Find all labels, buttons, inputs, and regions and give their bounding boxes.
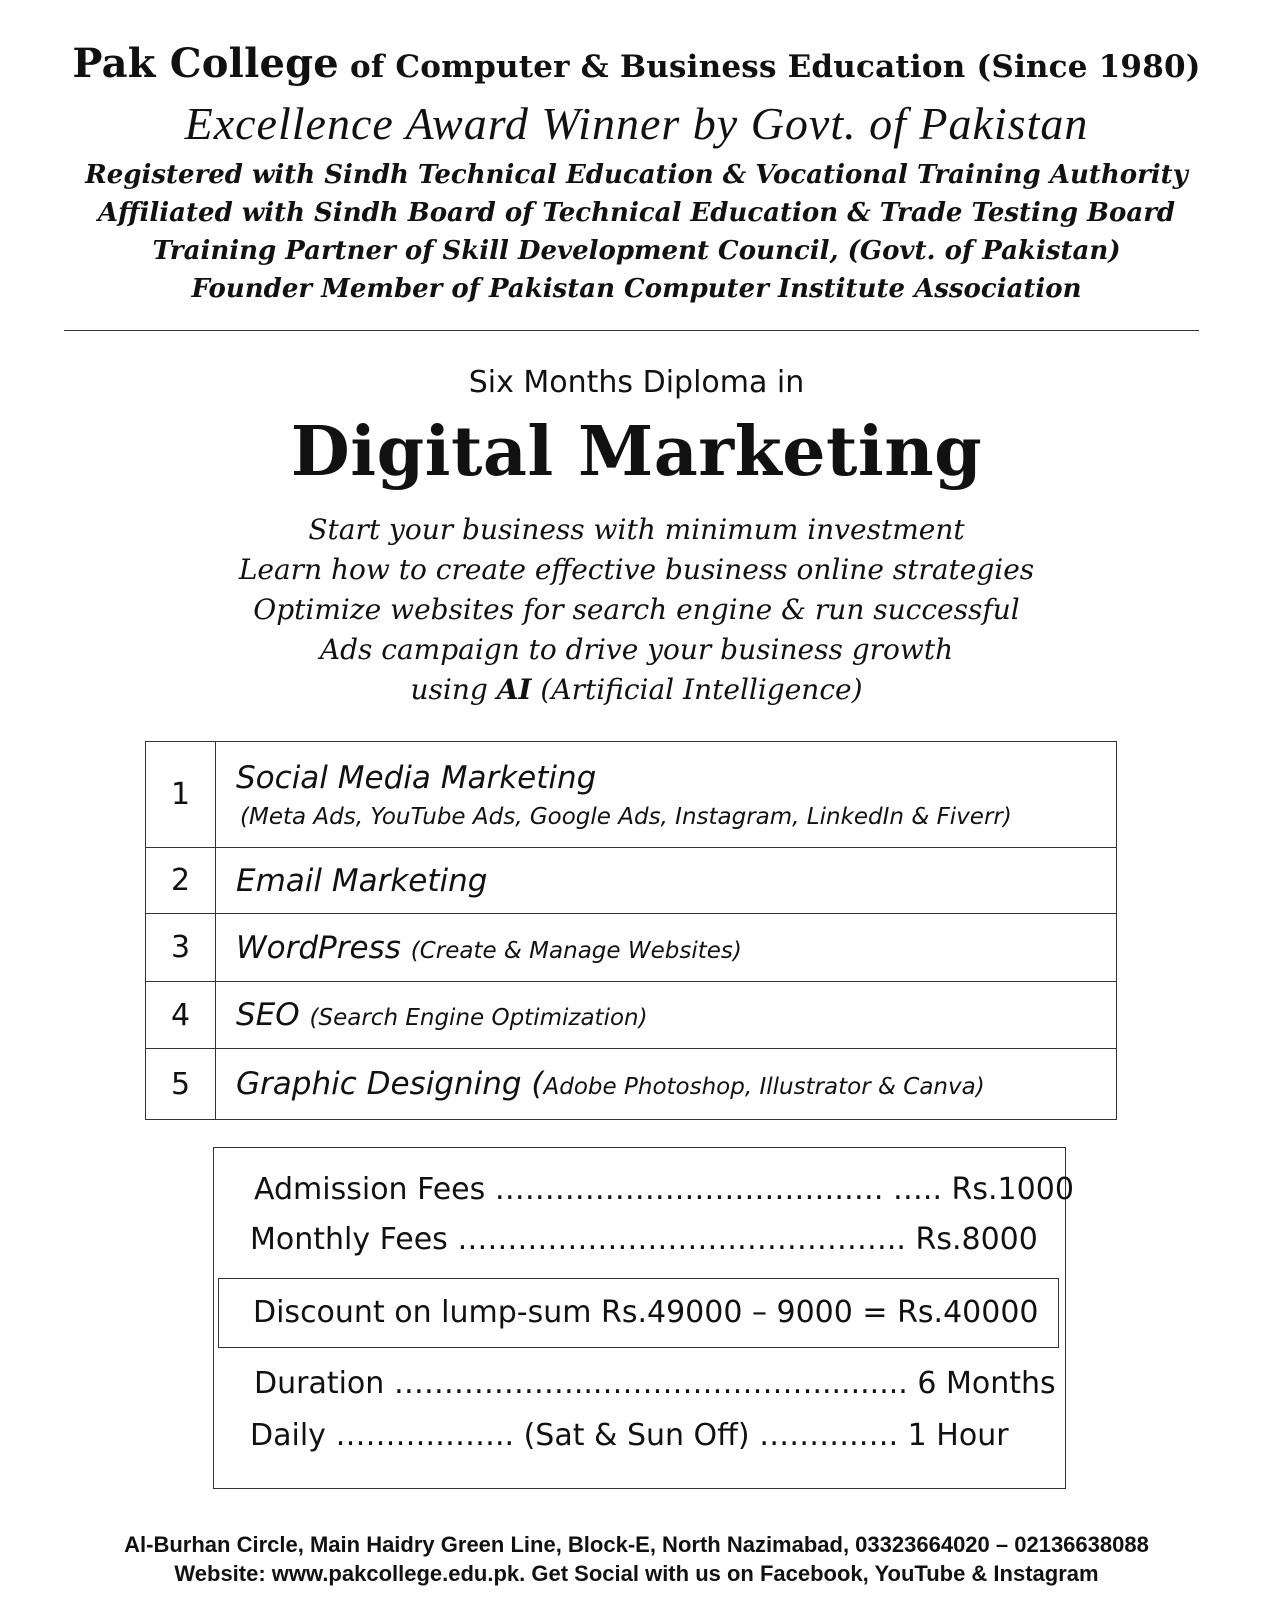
header-divider bbox=[64, 330, 1199, 331]
course-number: 3 bbox=[146, 914, 216, 982]
discount-box bbox=[218, 1278, 1059, 1348]
discount-text: Discount on lump-sum Rs.49000 – 9000 = Rs.40000 bbox=[253, 1295, 1039, 1330]
diploma-subtitle: Six Months Diploma in bbox=[468, 365, 805, 400]
accreditation-line: Founder Member of Pakistan Computer Institute Association bbox=[191, 274, 1082, 304]
tagline-line: Optimize websites for search engine & run successful bbox=[253, 593, 1020, 626]
footer bbox=[0, 1530, 1273, 1588]
award-line: Excellence Award Winner by Govt. of Pakistan bbox=[184, 98, 1089, 149]
accreditation-line: Affiliated with Sindh Board of Technical Education & Trade Testing Board bbox=[97, 198, 1176, 228]
footer-address: Al-Burhan Circle, Main Haidry Green Line, Block-E, North Nazimabad, 03323664020 – 02136638088 bbox=[124, 1532, 1149, 1557]
college-header bbox=[0, 40, 1273, 308]
course-number: 5 bbox=[146, 1049, 216, 1120]
daily-schedule: Daily ……….…….. (Sat & Sun Off) ……….…. 1 Hour bbox=[250, 1418, 1009, 1453]
college-name: Pak College bbox=[72, 40, 339, 87]
footer-website[interactable]: Website: www.pakcollege.edu.pk. Get Social with us on Facebook, YouTube & Instagram bbox=[174, 1561, 1099, 1586]
table-row bbox=[146, 1049, 1117, 1120]
course-number: 4 bbox=[146, 982, 216, 1049]
fees-box bbox=[213, 1147, 1074, 1489]
course-number: 2 bbox=[146, 848, 216, 914]
course-cell bbox=[216, 848, 1117, 914]
course-name: Email Marketing bbox=[236, 862, 488, 899]
accreditation-line: Training Partner of Skill Development Council, (Govt. of Pakistan) bbox=[152, 236, 1121, 266]
course-name: SEO bbox=[236, 997, 300, 1033]
accreditation-lines bbox=[0, 156, 1273, 308]
course-detail: Adobe Photoshop, Illustrator & Canva) bbox=[543, 1074, 985, 1100]
course-cell bbox=[216, 1049, 1117, 1120]
course-table bbox=[145, 741, 1117, 1120]
course-name: Graphic Designing ( bbox=[236, 1066, 544, 1102]
table-row bbox=[146, 982, 1117, 1049]
tagline-line: Ads campaign to drive your business growth bbox=[319, 633, 954, 666]
course-detail: (Search Engine Optimization) bbox=[309, 1005, 648, 1031]
table-row bbox=[146, 914, 1117, 982]
admission-fees: Admission Fees ……………….…………….…. ….. Rs.1000 bbox=[254, 1172, 1074, 1207]
table-row bbox=[146, 742, 1117, 848]
college-subtitle: of Computer & Business Education (Since 1980) bbox=[349, 49, 1201, 85]
course-cell bbox=[216, 914, 1117, 982]
tagline-line: Learn how to create effective business online strategies bbox=[238, 553, 1035, 586]
course-name: WordPress bbox=[236, 929, 401, 966]
course-number: 1 bbox=[146, 742, 216, 848]
course-name: Social Media Marketing bbox=[236, 759, 597, 796]
tagline-line: Start your business with minimum investment bbox=[308, 513, 965, 546]
tagline-ai-expansion: (Artificial Intelligence) bbox=[531, 673, 863, 706]
course-cell bbox=[216, 982, 1117, 1049]
tagline-using: using bbox=[410, 673, 497, 706]
course-note: (Meta Ads, YouTube Ads, Google Ads, Instagram, LinkedIn & Fiverr) bbox=[240, 803, 1012, 830]
tagline bbox=[0, 510, 1273, 710]
tagline-line bbox=[0, 670, 1273, 710]
table-row bbox=[146, 848, 1117, 914]
duration: Duration ………………...………………….......... 6 Months bbox=[254, 1366, 1056, 1401]
accreditation-line: Registered with Sindh Technical Education & Vocational Training Authority bbox=[85, 160, 1188, 190]
college-name-line bbox=[0, 40, 1273, 87]
monthly-fees: Monthly Fees ……………………….…………….. Rs.8000 bbox=[250, 1222, 1038, 1257]
tagline-ai: AI bbox=[496, 673, 532, 706]
diploma-title: Digital Marketing bbox=[290, 412, 983, 492]
course-detail: (Create & Manage Websites) bbox=[410, 937, 742, 964]
course-cell bbox=[216, 742, 1117, 848]
